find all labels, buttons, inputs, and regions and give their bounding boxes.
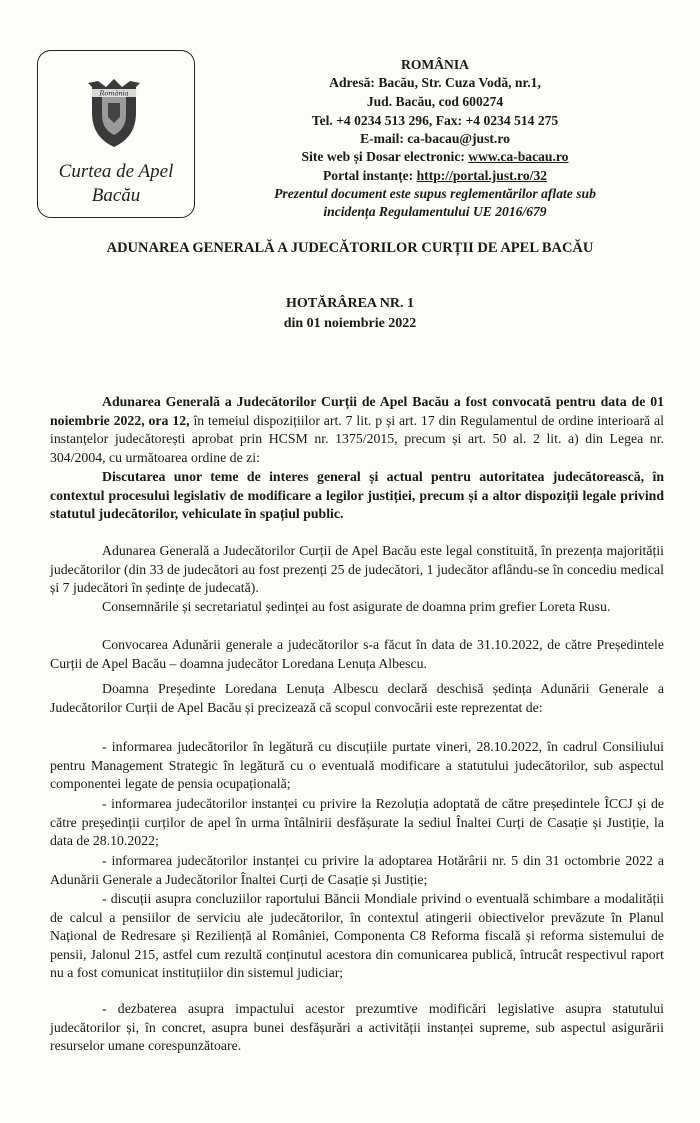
header-portal <box>200 166 670 185</box>
paragraph-quorum: Adunarea Generală a Judecătorilor Curții de Apel Bacău este legal constituită, în prezența majorității judecătorilor (din 33 de judecători au fost prezenți 25 de judecători, 1 judecător aflându-se în concediu medical și 7 judecători în ședințe de judecată). <box>50 543 664 596</box>
header-gdpr-line1: Prezentul document este supus reglementărilor aflate sub <box>274 186 596 201</box>
court-logo <box>37 50 195 218</box>
portal-label: Portal instanțe: <box>322 168 417 183</box>
list-item-5: - dezbaterea asupra impactului acestor prezumtive modificări legislative asupra statutului judecătorilor și, în concret, asupra bunei desfășurări a activității instanței supreme, sub aspectul asigurării resurselor umane corespunzătoare. <box>50 1001 664 1054</box>
logo-name-line2: Bacău <box>91 185 141 206</box>
header-country: ROMÂNIA <box>401 57 469 72</box>
paragraph-convocation <box>50 393 664 467</box>
coat-of-arms-icon <box>84 73 144 151</box>
header-email: E-mail: ca-bacau@just.ro <box>360 131 510 146</box>
paragraph-convened-by: Convocarea Adunării generale a judecătorilor s-a făcut în data de 31.10.2022, de către Președintele Curții de Apel Bacău – doamna judecător Loredana Lenuța Albescu. <box>50 637 664 671</box>
logo-name-line1: Curtea de Apel <box>58 161 174 182</box>
header-address2: Jud. Bacău, cod 600274 <box>366 94 504 109</box>
list-item-4: - discuții asupra concluziilor raportului Băncii Mondiale privind o eventuală schimbare a modalității de calcul a pensiilor de serviciu ale judecătorilor, în contextul atingerii obiectivelor prevăzute în Planul Național de Redresare și Reziliență al României, Componenta C8 Reforma fiscală și reforma sistemului de pensii, Jalonul 215, astfel cum rezultă conținutul acestora din comunicarea publică, întrucât respectivul raport nu a fost comunicat instituțiilor din sistemul judiciar; <box>50 891 664 981</box>
convocation-rest: în temeiul dispozițiilor art. 7 lit. p și art. 17 din Regulamentul de ordine interioară al instanțelor judecătorești aprobat prin HCSM nr. 1375/2015, precum și art. 50 al. 2 lit. a) din Legea nr. 304/2004, cu următoarea ordine de zi: <box>50 412 664 465</box>
assembly-title: ADUNAREA GENERALĂ A JUDECĂTORILOR CURȚII DE APEL BACĂU <box>106 240 594 256</box>
list-item-3: - informarea judecătorilor instanței cu privire la adoptarea Hotărârii nr. 5 din 31 octombrie 2022 a Adunării Generale a Judecătorilor Înaltei Curți de Casație și Justiție; <box>50 853 664 887</box>
paragraph-agenda: Discutarea unor teme de interes general și actual pentru autoritatea judecătorească, în contextul procesului legislativ de modificare a legilor justiției, precum și a altor dispoziții legale privind statutul judecătorilor, vehiculate în spațiul public. <box>50 469 664 522</box>
crest-caption: România <box>99 89 129 98</box>
list-item-2: - informarea judecătorilor instanței cu privire la Rezoluția adoptată de către președintele ÎCCJ și de către președinții curților de apel în urma întâlnirii desfășurate la sediul Înaltei Curți de Casație și Justiție, la data de 28.10.2022; <box>50 796 664 849</box>
header-phone: Tel. +4 0234 513 296, Fax: +4 0234 514 275 <box>311 113 559 128</box>
paragraph-opening: Doamna Președinte Loredana Lenuța Albescu declară deschisă ședința Adunării Generale a Judecătorilor Curții de Apel Bacău și precizează că scopul convocării este reprezentat de: <box>50 681 664 715</box>
decision-date: din 01 noiembrie 2022 <box>283 316 417 331</box>
header-site <box>200 147 670 166</box>
paragraph-secretariat: Consemnările și secretariatul ședinței au fost asigurate de doamna prim grefier Loreta Rusu. <box>102 599 611 614</box>
decision-title: HOTĂRÂREA NR. 1 <box>286 296 414 311</box>
site-label: Site web și Dosar electronic: <box>301 149 469 164</box>
convocation-bold: Adunarea Generală a Judecătorilor Curții de Apel Bacău a fost convocată pentru data de 01 noiembrie 2022, ora 12, <box>50 394 664 428</box>
portal-link[interactable]: http://portal.just.ro/32 <box>416 168 548 183</box>
header-gdpr-line2: incidența Regulamentului UE 2016/679 <box>323 204 547 219</box>
site-link[interactable]: www.ca-bacau.ro <box>468 149 569 164</box>
list-item-1: - informarea judecătorilor în legătură cu discuțiile purtate vineri, 28.10.2022, în cadrul Consiliului pentru Management Strategic în legătură cu o eventuală modificare a statutului judecătorilor, sub aspectul componentei legate de pensia ocupațională; <box>50 739 664 792</box>
header-address1: Adresă: Bacău, Str. Cuza Vodă, nr.1, <box>329 75 541 90</box>
